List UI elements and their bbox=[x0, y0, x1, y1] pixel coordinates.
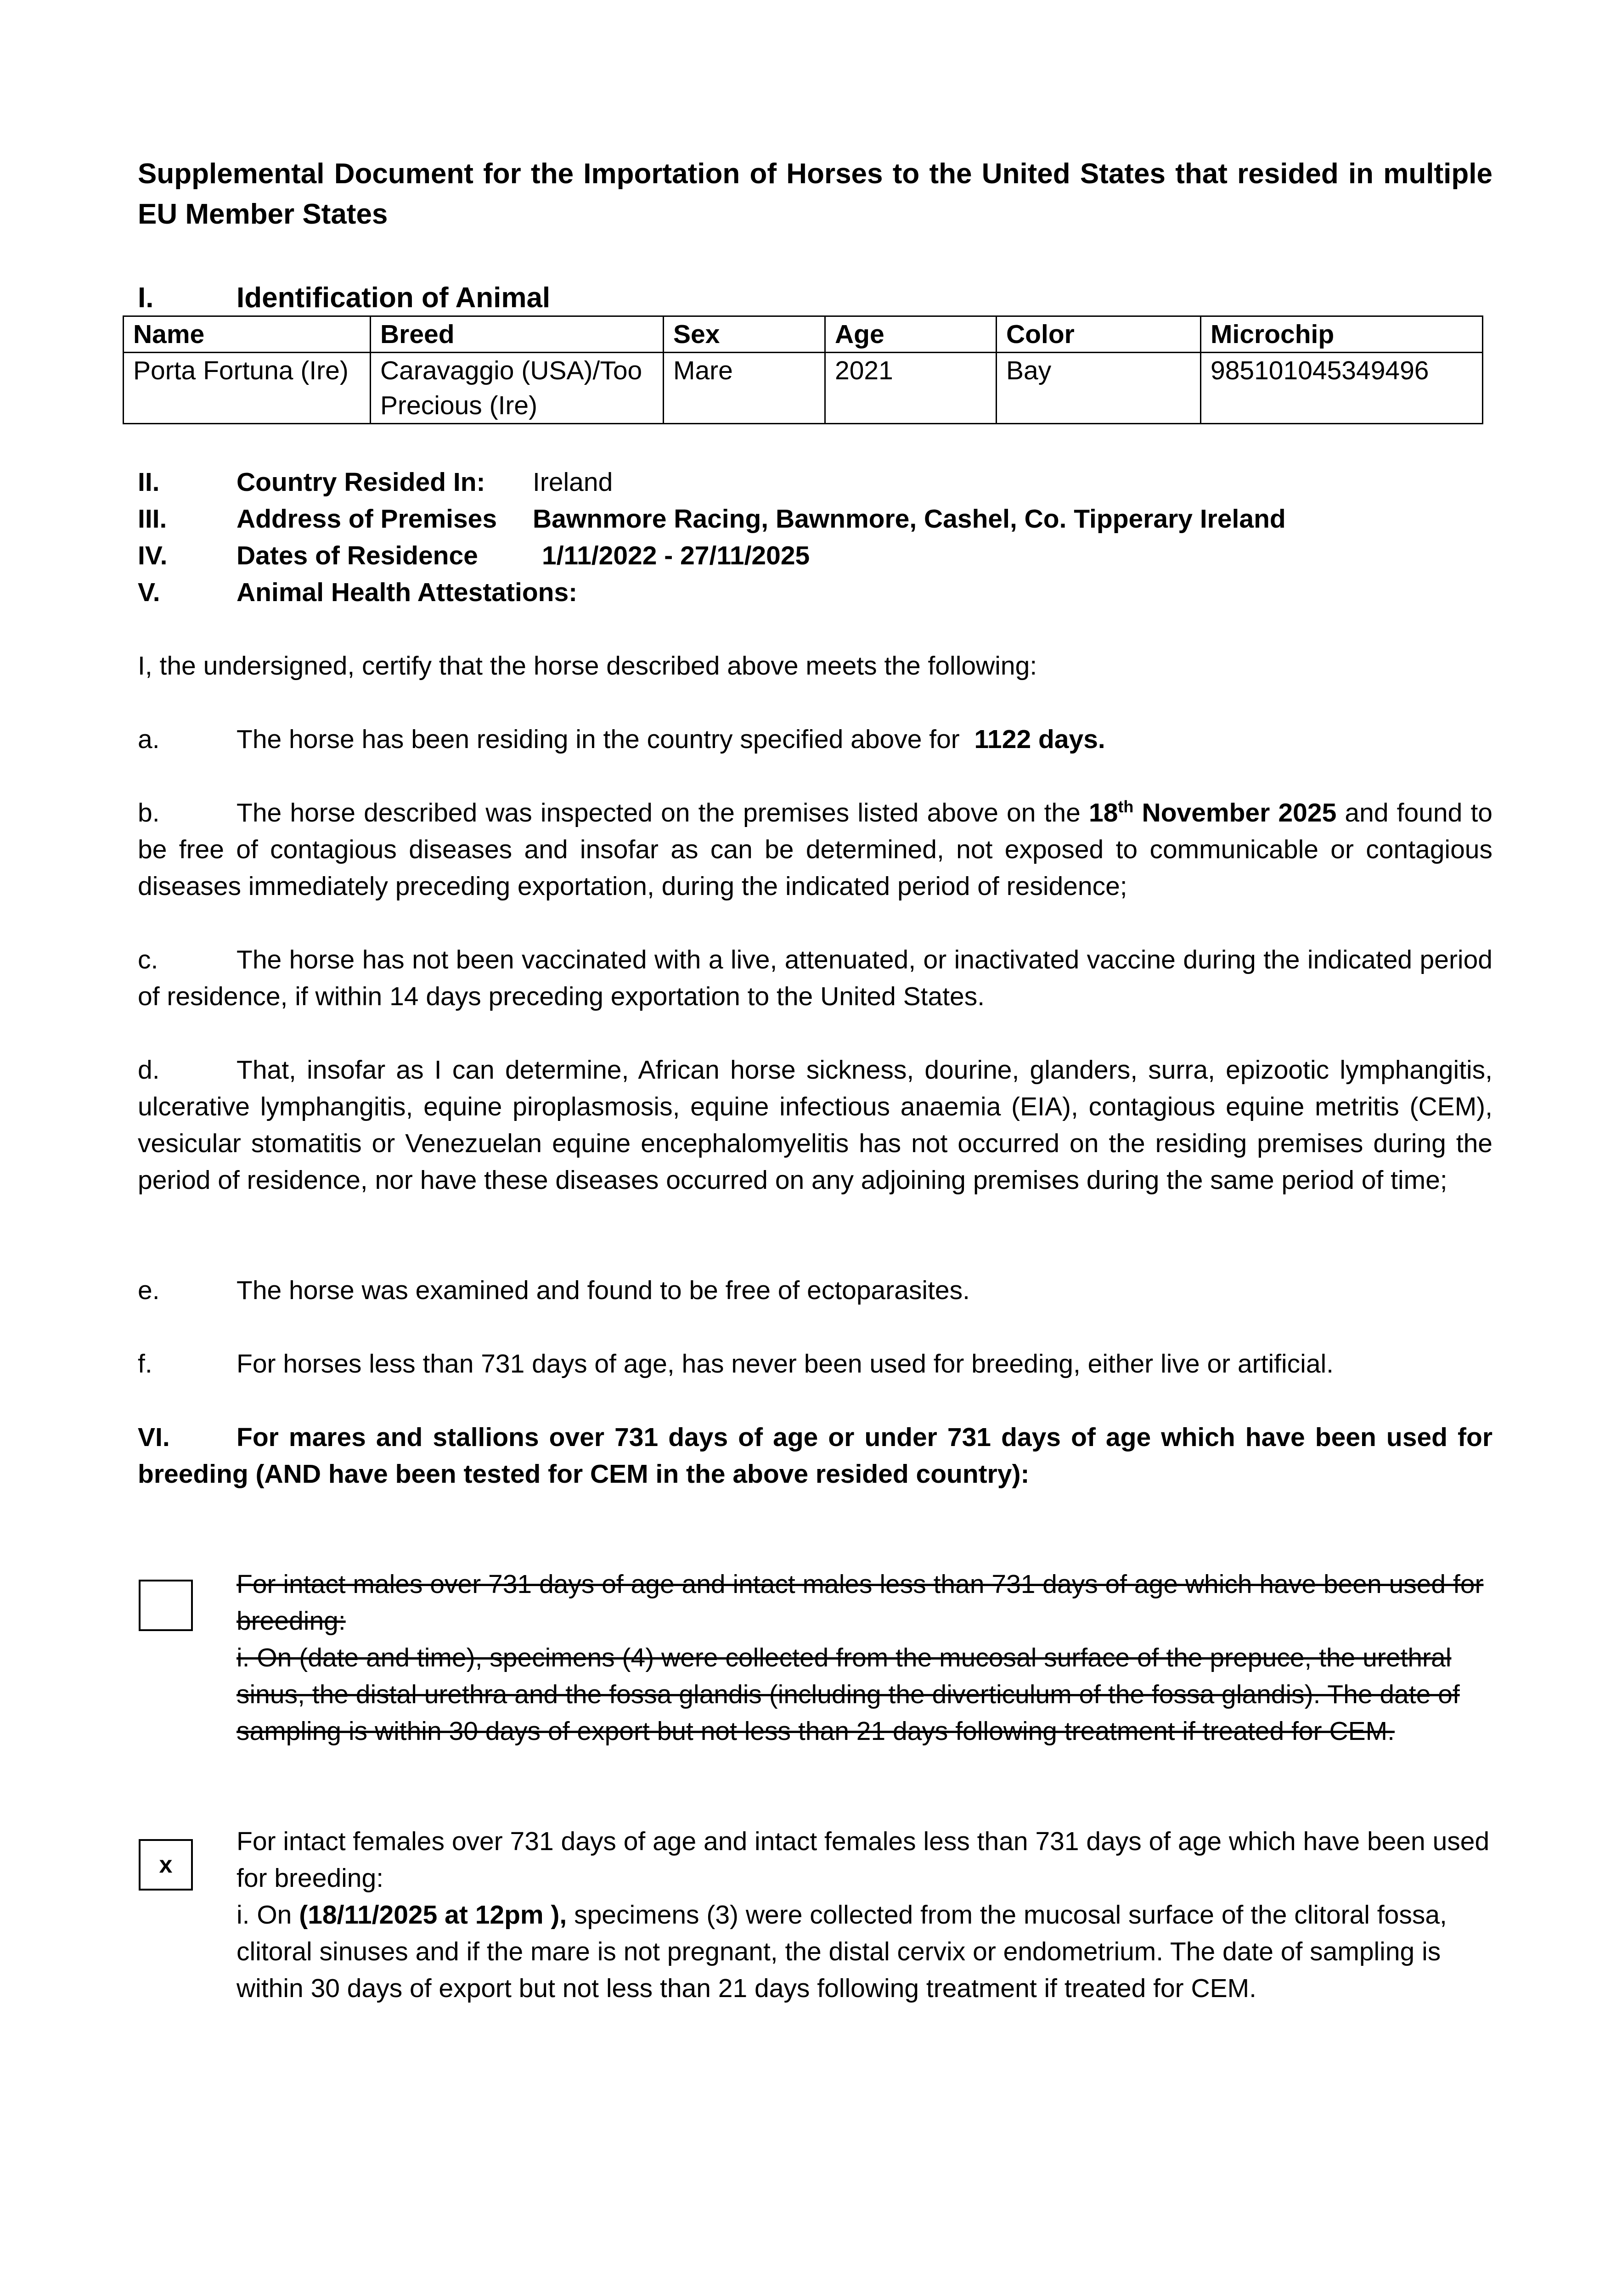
item-d-text: That, insofar as I can determine, African horse sickness, dourine, glanders, surra, epizootic lymphangitis, ulcerative lymphangitis, equine piroplasmosis, equine infectious anaemia (EIA), contagious equine metritis (CEM), vesicular stomatitis or Venezuelan equine encephalomyelitis has not occurred on the residing premises during the period of residence, nor have these diseases occurred on any adjoining premises during the same period of time; bbox=[138, 1055, 1492, 1195]
item-b-day-suffix: th bbox=[1118, 797, 1134, 816]
section-1-label: Identification of Animal bbox=[237, 282, 551, 314]
cell-color: Bay bbox=[997, 353, 1201, 424]
section-4-number: IV. bbox=[138, 541, 168, 570]
dates-value: 1/11/2022 - 27/11/2025 bbox=[542, 541, 810, 570]
section-1-heading bbox=[138, 278, 550, 318]
item-f bbox=[138, 1345, 1492, 1382]
item-b bbox=[138, 794, 1492, 905]
item-b-label: b. bbox=[138, 798, 160, 827]
section-5-label: Animal Health Attestations: bbox=[237, 578, 578, 607]
item-f-text: For horses less than 731 days of age, has never been used for breeding, either live or artificial. bbox=[237, 1349, 1334, 1379]
females-heading: For intact females over 731 days of age and intact females less than 731 days of age which have been used for breeding: bbox=[237, 1827, 1490, 1893]
certify-statement: I, the undersigned, certify that the horse described above meets the following: bbox=[138, 651, 1037, 681]
cell-age: 2021 bbox=[825, 353, 997, 424]
section-6-number: VI. bbox=[138, 1423, 170, 1452]
females-prefix: i. On bbox=[237, 1900, 292, 1930]
identification-table bbox=[123, 315, 1483, 424]
item-e-text: The horse was examined and found to be free of ectoparasites. bbox=[237, 1276, 970, 1305]
header-age: Age bbox=[825, 316, 997, 353]
header-name: Name bbox=[124, 316, 371, 353]
females-date: (18/11/2025 at 12pm ), bbox=[299, 1900, 567, 1930]
item-b-text-2: and found to be free of contagious diseases and insofar as can be determined, not exposed to communicable or contagious diseases immediately preceding exportation, during the indicated period of residence; bbox=[138, 798, 1492, 901]
item-d bbox=[138, 1052, 1492, 1199]
document-title: Supplemental Document for the Importation of Horses to the United States that resided in multiple EU Member States bbox=[138, 158, 1492, 230]
section-6-heading bbox=[138, 1419, 1492, 1492]
cell-breed: Caravaggio (USA)/Too Precious (Ire) bbox=[371, 353, 664, 424]
item-a-text: The horse has been residing in the country specified above for bbox=[237, 725, 960, 754]
cell-microchip: 985101045349496 bbox=[1201, 353, 1483, 424]
item-b-month: November 2025 bbox=[1142, 798, 1337, 827]
section-3-number: III. bbox=[138, 504, 167, 534]
males-option bbox=[237, 1566, 1495, 1750]
item-f-label: f. bbox=[138, 1349, 152, 1379]
item-a-days: 1122 days. bbox=[974, 725, 1105, 754]
section-3-row bbox=[138, 501, 1515, 537]
header-breed: Breed bbox=[371, 316, 664, 353]
item-a-label: a. bbox=[138, 725, 160, 754]
section-4-label: Dates of Residence bbox=[237, 541, 478, 570]
section-2-number: II. bbox=[138, 467, 160, 497]
females-text-block bbox=[237, 1896, 1495, 2007]
section-1-number: I. bbox=[138, 282, 154, 314]
females-option bbox=[237, 1823, 1495, 2007]
item-c bbox=[138, 941, 1492, 1015]
item-b-text-1: The horse described was inspected on the premises listed above on the bbox=[237, 798, 1081, 827]
males-checkbox[interactable] bbox=[139, 1580, 193, 1631]
item-e bbox=[138, 1272, 1492, 1309]
table-row bbox=[124, 353, 1483, 424]
item-b-day: 18 bbox=[1089, 798, 1118, 827]
header-color: Color bbox=[997, 316, 1201, 353]
item-e-label: e. bbox=[138, 1276, 160, 1305]
item-d-label: d. bbox=[138, 1055, 160, 1085]
section-6-text: For mares and stallions over 731 days of age or under 731 days of age which have been used for breeding (AND have been tested for CEM in the above resided country): bbox=[138, 1423, 1492, 1489]
males-heading: For intact males over 731 days of age and intact males less than 731 days of age which have been used for breeding: bbox=[237, 1570, 1484, 1636]
section-4-row bbox=[138, 537, 1515, 574]
table-header-row bbox=[124, 316, 1483, 353]
males-text: i. On (date and time), specimens (4) were collected from the mucosal surface of the prepuce, the urethral sinus, the distal urethra and the fossa glandis (including the diverticulum of the fossa glandis). The date of sampling is within 30 days of export but not less than 21 days following treatment if treated for CEM. bbox=[237, 1643, 1460, 1746]
header-sex: Sex bbox=[664, 316, 825, 353]
section-3-label: Address of Premises bbox=[237, 504, 497, 534]
section-2-row bbox=[138, 464, 1515, 501]
section-5-row bbox=[138, 574, 1515, 611]
country-value: Ireland bbox=[533, 467, 613, 497]
cell-name: Porta Fortuna (Ire) bbox=[124, 353, 371, 424]
item-c-label: c. bbox=[138, 945, 158, 974]
section-2-label: Country Resided In: bbox=[237, 467, 485, 497]
header-microchip: Microchip bbox=[1201, 316, 1483, 353]
females-text: specimens (3) were collected from the mucosal surface of the clitoral fossa, clitoral sinuses and if the mare is not pregnant, the distal cervix or endometrium. The date of sampling is within 30 days of export but not less than 21 days following treatment if treated for CEM. bbox=[237, 1900, 1447, 2003]
item-c-text: The horse has not been vaccinated with a live, attenuated, or inactivated vaccine during the indicated period of residence, if within 14 days preceding exportation to the United States. bbox=[138, 945, 1492, 1011]
item-a bbox=[138, 721, 1492, 758]
section-5-number: V. bbox=[138, 578, 160, 607]
cell-sex: Mare bbox=[664, 353, 825, 424]
females-checkbox[interactable]: x bbox=[139, 1839, 193, 1891]
address-value: Bawnmore Racing, Bawnmore, Cashel, Co. Tipperary Ireland bbox=[533, 504, 1286, 534]
